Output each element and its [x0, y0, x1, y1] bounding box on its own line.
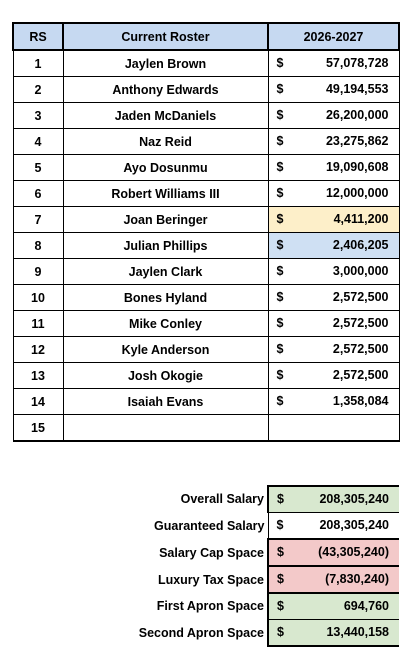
summary-amount: 694,760: [343, 599, 389, 613]
salary-cell[interactable]: [268, 311, 399, 337]
currency-symbol: $: [277, 625, 284, 639]
rs-cell[interactable]: 9: [13, 259, 63, 285]
summary-amount: (43,305,240): [318, 545, 389, 559]
salary-amount: 4,411,200: [333, 212, 389, 226]
currency-symbol: $: [277, 492, 284, 506]
currency-symbol: $: [276, 108, 284, 122]
rs-cell[interactable]: 10: [13, 285, 63, 311]
rs-cell[interactable]: 11: [13, 311, 63, 337]
table-row: [13, 285, 399, 311]
player-name-cell[interactable]: Kyle Anderson: [63, 337, 268, 363]
currency-symbol: $: [276, 186, 284, 200]
summary-value-cell[interactable]: [268, 486, 399, 513]
summary-amount: 208,305,240: [319, 492, 389, 506]
salary-amount: 3,000,000: [332, 264, 389, 278]
summary-row: [12, 539, 399, 566]
salary-cell[interactable]: [268, 363, 399, 389]
currency-symbol: $: [276, 238, 284, 252]
table-row: [13, 389, 399, 415]
summary-row: [12, 566, 399, 593]
salary-cell[interactable]: [268, 155, 399, 181]
table-row: [13, 77, 399, 103]
summary-table: [12, 485, 399, 647]
salary-cell[interactable]: [268, 337, 399, 363]
salary-amount: 19,090,608: [325, 160, 389, 174]
summary-value-cell[interactable]: [268, 593, 399, 620]
salary-amount: 2,406,205: [332, 238, 389, 252]
rs-cell[interactable]: 14: [13, 389, 63, 415]
currency-symbol: $: [276, 316, 284, 330]
salary-cell[interactable]: [268, 129, 399, 155]
player-name-cell[interactable]: Naz Reid: [63, 129, 268, 155]
currency-symbol: $: [276, 394, 284, 408]
salary-cell[interactable]: [268, 77, 399, 103]
currency-symbol: $: [276, 82, 284, 96]
summary-label: First Apron Space: [156, 599, 264, 614]
table-row: [13, 311, 399, 337]
salary-cell[interactable]: [268, 181, 399, 207]
salary-amount: 2,572,500: [332, 316, 389, 330]
salary-cell[interactable]: [268, 233, 399, 259]
salary-cell[interactable]: [268, 103, 399, 129]
currency-symbol: $: [276, 290, 284, 304]
table-row: [13, 363, 399, 389]
rs-cell[interactable]: 15: [13, 415, 63, 442]
summary-label: Luxury Tax Space: [157, 572, 264, 587]
summary-amount: 13,440,158: [326, 625, 389, 639]
player-name-cell[interactable]: Anthony Edwards: [63, 77, 268, 103]
currency-symbol: $: [276, 518, 284, 532]
table-row: [13, 155, 399, 181]
rs-cell[interactable]: 8: [13, 233, 63, 259]
salary-amount: 2,572,500: [332, 368, 389, 382]
salary-cell[interactable]: [268, 259, 399, 285]
currency-symbol: $: [276, 160, 284, 174]
rs-cell[interactable]: 1: [13, 50, 63, 77]
player-name-cell[interactable]: Jaylen Clark: [63, 259, 268, 285]
salary-amount: 12,000,000: [325, 186, 389, 200]
salary-cell[interactable]: [268, 415, 399, 442]
player-name-cell[interactable]: Jaden McDaniels: [63, 103, 268, 129]
player-name-cell[interactable]: Josh Okogie: [63, 363, 268, 389]
salary-amount: 23,275,862: [325, 134, 389, 148]
summary-value-cell[interactable]: [268, 539, 399, 566]
currency-symbol: $: [277, 599, 284, 613]
table-row: [13, 50, 399, 77]
salary-amount: 2,572,500: [332, 342, 389, 356]
summary-label: Second Apron Space: [138, 625, 264, 640]
header-row: [13, 23, 399, 50]
table-row: [13, 415, 399, 442]
salary-amount: 49,194,553: [325, 82, 389, 96]
summary-row: [12, 486, 399, 513]
summary-row: [12, 620, 399, 647]
player-name-cell[interactable]: [63, 415, 268, 442]
player-name-cell[interactable]: Mike Conley: [63, 311, 268, 337]
rs-cell[interactable]: 7: [13, 207, 63, 233]
player-name-cell[interactable]: Joan Beringer: [63, 207, 268, 233]
header-season[interactable]: 2026-2027: [268, 23, 399, 50]
currency-symbol: $: [276, 368, 284, 382]
table-row: [13, 233, 399, 259]
salary-amount: 57,078,728: [325, 56, 389, 70]
currency-symbol: $: [276, 264, 284, 278]
currency-symbol: $: [276, 134, 284, 148]
salary-cell[interactable]: [268, 389, 399, 415]
summary-value-cell[interactable]: [268, 513, 399, 540]
rs-cell[interactable]: 13: [13, 363, 63, 389]
summary-value-cell[interactable]: [268, 620, 399, 647]
rs-cell[interactable]: 2: [13, 77, 63, 103]
summary-label: Guaranteed Salary: [154, 518, 265, 533]
summary-label: Overall Salary: [180, 492, 264, 507]
table-row: [13, 259, 399, 285]
currency-symbol: $: [276, 56, 284, 70]
header-rs[interactable]: RS: [13, 23, 63, 50]
roster-table: [12, 22, 400, 442]
player-name-cell[interactable]: Jaylen Brown: [63, 50, 268, 77]
header-current-roster[interactable]: Current Roster: [63, 23, 268, 50]
salary-amount: 26,200,000: [325, 108, 389, 122]
salary-amount: 2,572,500: [332, 290, 389, 304]
summary-row: [12, 593, 399, 620]
rs-cell[interactable]: 6: [13, 181, 63, 207]
table-row: [13, 129, 399, 155]
currency-symbol: $: [276, 212, 284, 226]
currency-symbol: $: [276, 342, 284, 356]
player-name-cell[interactable]: Ayo Dosunmu: [63, 155, 268, 181]
table-row: [13, 207, 399, 233]
currency-symbol: $: [277, 545, 284, 559]
salary-cell[interactable]: [268, 207, 399, 233]
summary-label: Salary Cap Space: [159, 545, 264, 560]
player-name-cell[interactable]: Robert Williams III: [63, 181, 268, 207]
player-name-cell[interactable]: Isaiah Evans: [63, 389, 268, 415]
summary-row: [12, 513, 399, 540]
rs-cell[interactable]: 5: [13, 155, 63, 181]
salary-cell[interactable]: [268, 285, 399, 311]
rs-cell[interactable]: 3: [13, 103, 63, 129]
table-row: [13, 181, 399, 207]
summary-value-cell[interactable]: [268, 566, 399, 593]
currency-symbol: $: [277, 572, 284, 586]
salary-cell[interactable]: [268, 50, 399, 77]
rs-cell[interactable]: 4: [13, 129, 63, 155]
summary-amount: (7,830,240): [325, 572, 389, 586]
table-row: [13, 337, 399, 363]
player-name-cell[interactable]: Bones Hyland: [63, 285, 268, 311]
rs-cell[interactable]: 12: [13, 337, 63, 363]
player-name-cell[interactable]: Julian Phillips: [63, 233, 268, 259]
salary-amount: 1,358,084: [332, 394, 389, 408]
summary-amount: 208,305,240: [319, 518, 389, 532]
table-row: [13, 103, 399, 129]
